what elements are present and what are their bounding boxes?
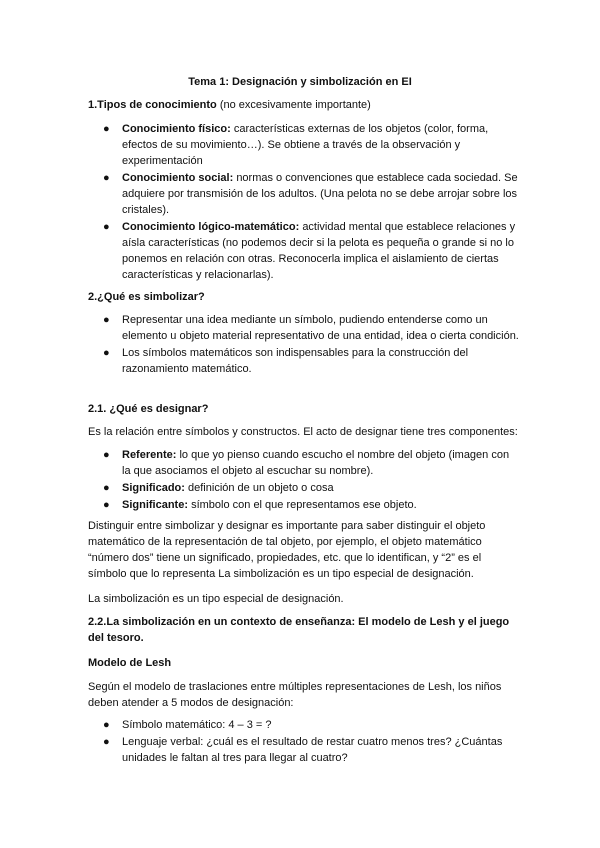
item-text: símbolo con el que representamos ese objeto. [191,499,417,511]
bullet-icon: ● [103,449,110,461]
heading-note: (no excesivamente importante) [219,99,371,111]
section-designate [88,401,520,417]
item-term: Significante: [122,499,189,511]
bullet-icon: ● [103,482,110,494]
list-item [88,170,520,218]
item-text: definición de un objeto o cosa [188,482,334,494]
list-item [88,480,520,496]
section-heading: 2.2.La simbolización en un contexto de enseñanza: El modelo de Lesh y el juego del tesoro. [88,616,510,644]
bullet-icon: ● [103,123,110,135]
item-term: Significado: [122,482,185,494]
subheading: Modelo de Lesh [88,657,172,669]
list-item [88,121,520,169]
item-text: Representar una idea mediante un símbolo, pudiendo entenderse como un elemento u objeto material representativo de una entidad, idea o cierta condición. [122,314,519,342]
designate-intro [88,424,520,440]
designate-list-wrap [88,447,520,514]
bullet-icon: ● [103,719,110,731]
designate-paragraph-2 [88,591,520,607]
list-item [88,312,520,344]
item-term: Referente: [122,449,177,461]
heading-text: 1.Tipos de conocimiento [88,99,217,111]
item-term: Conocimiento lógico-matemático: [122,221,300,233]
designate-list [88,447,520,513]
bullet-icon: ● [103,347,110,359]
list-item [88,447,520,479]
item-term: Conocimiento social: [122,172,234,184]
designate-paragraph [88,518,520,582]
item-text: Símbolo matemático: 4 – 3 = ? [122,719,272,731]
section-heading: 2.1. ¿Qué es designar? [88,403,209,415]
list-item [88,734,520,766]
item-text: características externas de los objetos (color, forma, efectos de su movimiento…). Se obtiene a través de la observación y experimentación [122,123,489,167]
paragraph: La simbolización es un tipo especial de designación. [88,593,344,605]
symbolize-list [88,312,520,377]
paragraph: Distinguir entre simbolizar y designar es importante para saber distinguir el objeto matemático de la representación de tal objeto, por ejemplo, el objeto matemático “número dos” tiene un significado, propiedades, etc. que lo identifican, y “2” es el símbolo que lo representa La simbolización es un tipo especial de designación. [88,520,486,580]
list-item [88,219,520,283]
item-text: actividad mental que establece relaciones y aísla características (no podemos decir si la pelota es pequeña o grande si no lo ponemos en relación con otras. Reconocerla implica el aislamiento de ciertas características y relacionarlas). [122,221,516,281]
list-item [88,497,520,513]
item-text: Lenguaje verbal: ¿cuál es el resultado de restar cuatro menos tres? ¿Cuántas unidades le faltan al tres para llegar al cuatro? [122,736,503,764]
lesh-subheading [88,655,520,671]
section-heading: 2.¿Qué es simbolizar? [88,291,205,303]
lesh-intro [88,679,520,711]
item-term: Conocimiento físico: [122,123,231,135]
knowledge-list-wrap [88,121,520,284]
bullet-icon: ● [103,314,110,326]
bullet-icon: ● [103,221,110,233]
bullet-icon: ● [103,736,110,748]
item-text: Los símbolos matemáticos son indispensables para la construcción del razonamiento matemático. [122,347,469,375]
document-title: Tema 1: Designación y simbolización en EI [188,76,412,88]
list-item [88,345,520,377]
section-knowledge-types [88,97,520,113]
section-lesh [88,614,520,646]
knowledge-list [88,121,520,283]
symbolize-list-wrap [88,312,520,378]
bullet-icon: ● [103,172,110,184]
lesh-list-wrap [88,717,520,767]
item-text: normas o convenciones que establece cada sociedad. Se adquiere por transmisión de los adultos. (Una pelota no se debe arrojar sobre los cristales). [122,172,518,216]
item-text: lo que yo pienso cuando escucho el nombre del objeto (imagen con la que asociamos el objeto al escuchar su nombre). [122,449,510,477]
section-heading [88,97,520,113]
paragraph: Según el modelo de traslaciones entre múltiples representaciones de Lesh, los niños deben atender a 5 modos de designación: [88,681,502,709]
paragraph: Es la relación entre símbolos y constructos. El acto de designar tiene tres componentes: [88,426,518,438]
bullet-icon: ● [103,499,110,511]
section-symbolize [88,289,520,305]
list-item [88,717,520,733]
lesh-list [88,717,520,766]
